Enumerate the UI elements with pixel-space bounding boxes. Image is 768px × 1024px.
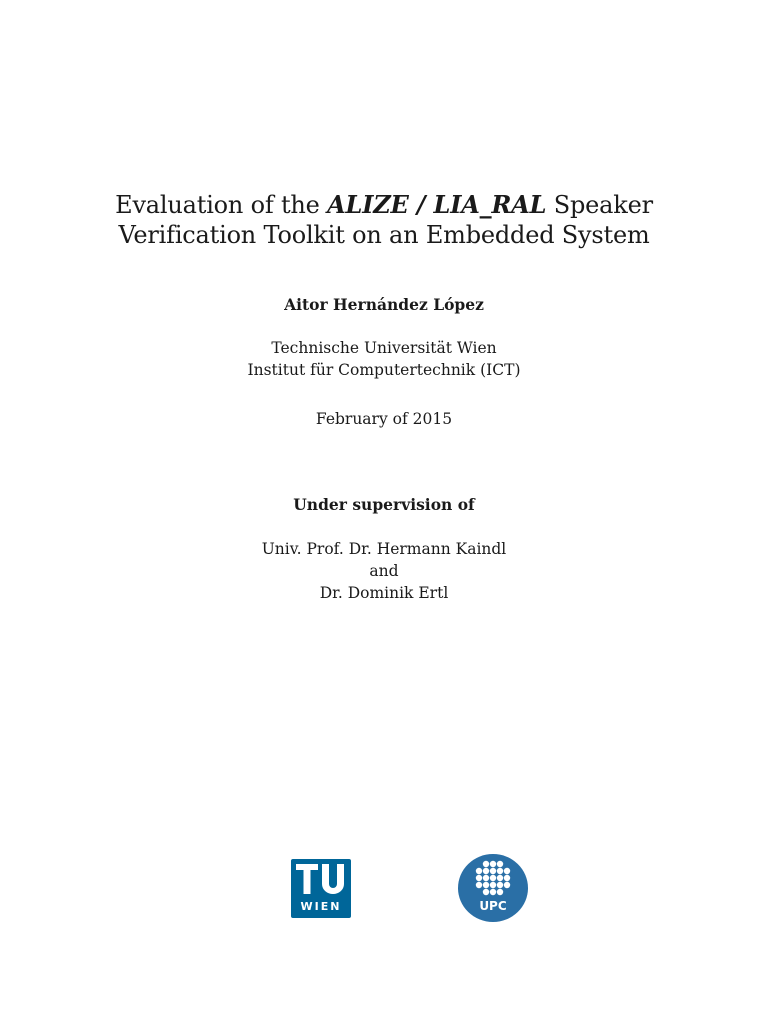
author-name: Aitor Hernández López <box>284 295 484 314</box>
title-line-1 <box>0 189 768 221</box>
title-prefix: Evaluation of the <box>115 191 328 219</box>
tu-monogram-icon <box>291 859 351 899</box>
supervisor-1: Univ. Prof. Dr. Hermann Kaindl <box>261 540 507 558</box>
affiliation-line-2: Institut für Computertechnik (ICT) <box>247 361 521 379</box>
upc-label: UPC <box>479 899 507 913</box>
title-emphasis: ALIZE / LIA_RAL <box>327 190 547 219</box>
tu-wien-label: WIEN <box>300 900 342 913</box>
upc-dots-icon <box>458 854 528 922</box>
title-line-2: Verification Toolkit on an Embedded System <box>118 221 650 249</box>
supervisor-2: Dr. Dominik Ertl <box>319 584 449 602</box>
tu-wien-logo <box>291 859 351 918</box>
supervision-heading: Under supervision of <box>293 495 475 514</box>
date: February of 2015 <box>315 410 453 428</box>
title-suffix: Speaker <box>546 191 653 219</box>
affiliation-line-1: Technische Universität Wien <box>271 339 497 357</box>
upc-logo <box>458 854 528 922</box>
supervisor-and: and <box>369 562 399 580</box>
